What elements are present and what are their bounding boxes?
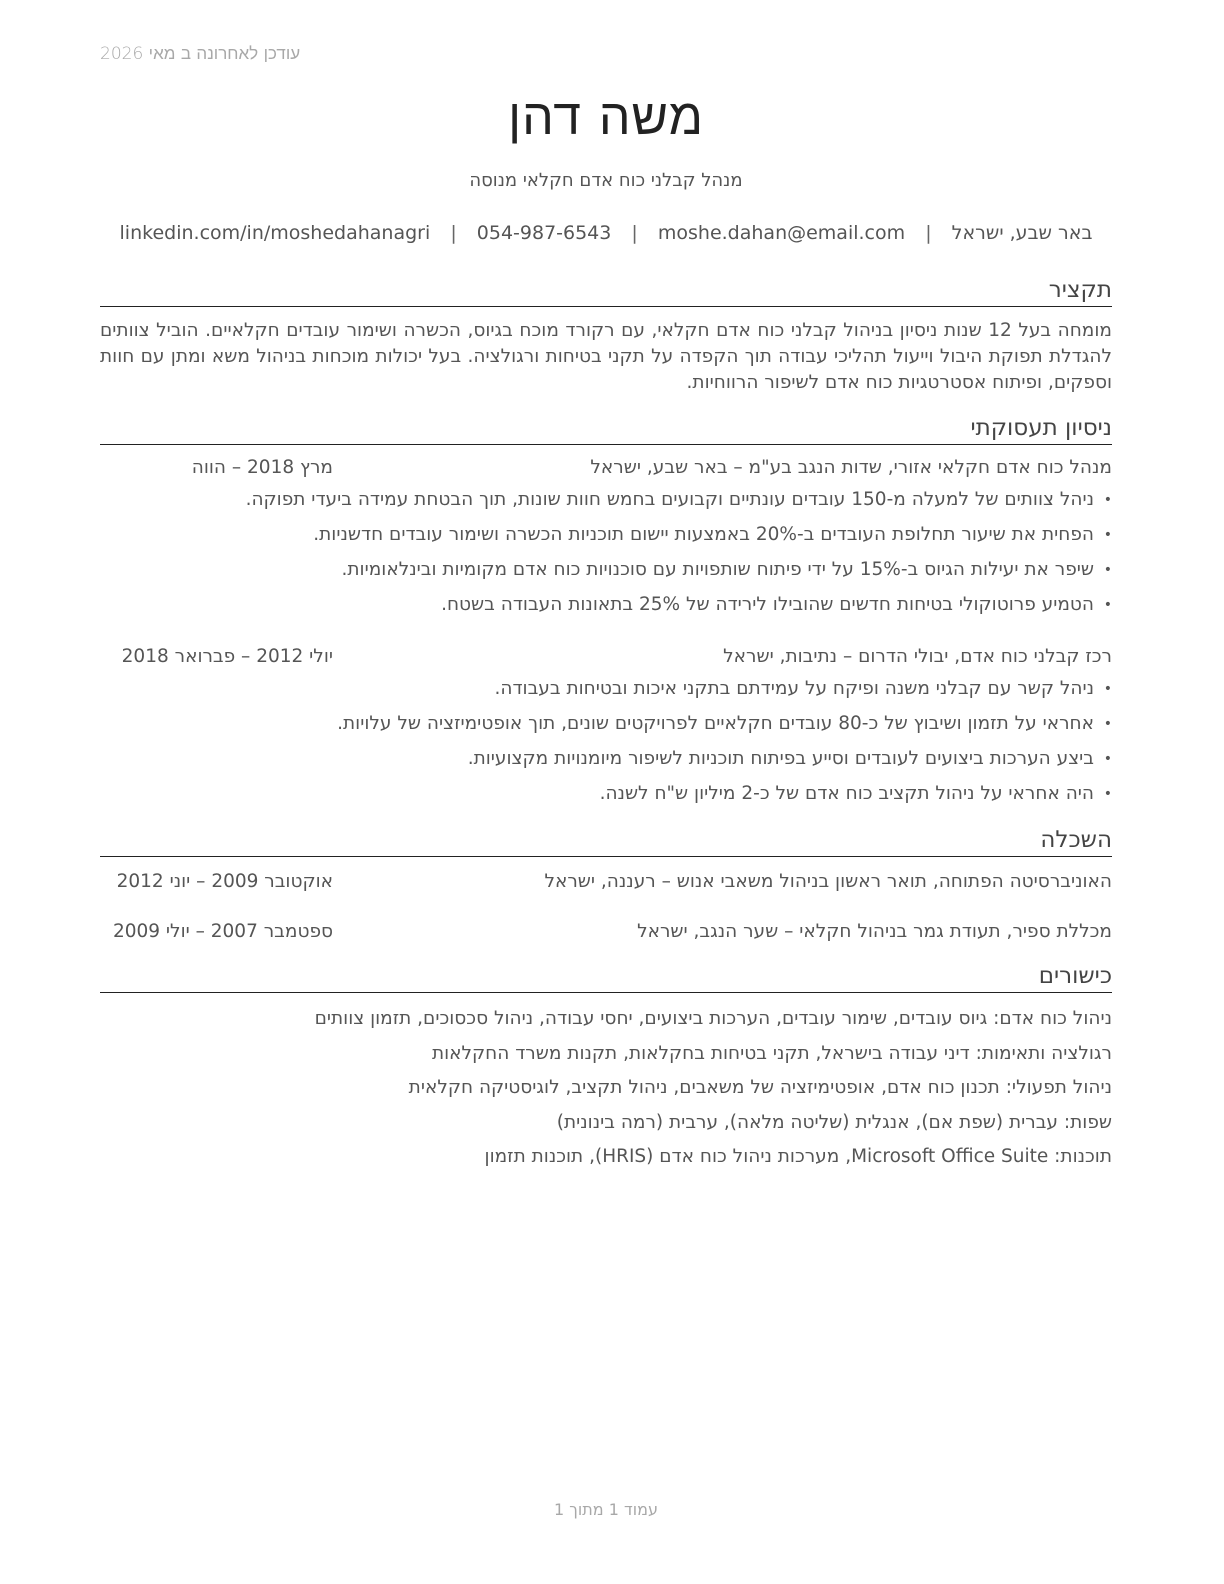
section-heading-summary: תקציר <box>100 276 1112 307</box>
contact-separator: | <box>450 222 457 244</box>
education-item <box>100 871 1112 897</box>
skill-line: שפות: עברית (שפת אם), אנגלית (שליטה מלאה), ערבית (רמה בינונית) <box>556 1111 1112 1133</box>
resume-page <box>100 0 1112 1584</box>
education-item <box>100 921 1112 947</box>
job-header <box>100 646 1112 672</box>
job-dates: מרץ 2018 – הווה <box>191 457 333 478</box>
job-bullet: • ניהל צוותים של למעלה מ-150 עובדים עונתיים וקבועים בחמש חוות שונות, תוך הבטחת עמידה ביעדי תפוקה. <box>100 487 1112 522</box>
job-role: מנהל כוח אדם חקלאי אזורי, שדות הנגב בע"מ – באר שבע, ישראל <box>590 457 1112 478</box>
job-bullet: • אחראי על תזמון ושיבוץ של כ-80 עובדים חקלאיים לפרויקטים שונים, תוך אופטימיזציה של עלויות. <box>100 711 1112 746</box>
last-updated: עודכן לאחרונה ב מאי 2026 <box>100 44 301 64</box>
job-bullet: • הטמיע פרוטוקולי בטיחות חדשים שהובילו לירידה של 25% בתאונות העבודה בשטח. <box>100 592 1112 627</box>
education-school: האוניברסיטה הפתוחה, תואר ראשון בניהול משאבי אנוש – רעננה, ישראל <box>544 871 1112 892</box>
contact-email[interactable]: moshe.dahan@email.com <box>657 222 906 244</box>
section-heading-education: השכלה <box>100 826 1112 857</box>
contact-line <box>100 222 1112 244</box>
summary-text: מומחה בעל 12 שנות ניסיון בניהול קבלני כוח אדם חקלאי, עם רקורד מוכח בגיוס, הכשרה ושימור עובדים חקלאיים. הוביל צוותים להגדלת תפוקת היבול וייעול תהליכי עבודה תוך הקפדה על תקני בטיחות ורגולציה. בעל יכולות מוכחות בניהול משא ומתן עם חוות וספקים, ופיתוח אסטרטגיות כוח אדם לשיפור הרווחיות. <box>100 320 1112 393</box>
skill-line: תוכנות: Microsoft Office Suite, מערכות ניהול כוח אדם (HRIS), תוכנות תזמון <box>484 1146 1112 1167</box>
contact-location: באר שבע, ישראל <box>951 222 1093 244</box>
job-bullet: • ביצע הערכות ביצועים לעובדים וסייע בפיתוח תוכניות לשיפור מיומנויות מקצועיות. <box>100 746 1112 781</box>
contact-separator: | <box>925 222 932 244</box>
candidate-name: משה דהן <box>508 88 704 146</box>
contact-separator: | <box>631 222 638 244</box>
job-bullets <box>100 676 1112 816</box>
section-heading-skills: כישורים <box>100 962 1112 993</box>
section-heading-experience: ניסיון תעסוקתי <box>100 414 1112 445</box>
contact-phone[interactable]: 054-987-6543 <box>476 222 612 244</box>
page-number: עמוד 1 מתוך 1 <box>554 1500 658 1519</box>
skill-line: ניהול כוח אדם: גיוס עובדים, שימור עובדים, הערכות ביצועים, יחסי עבודה, ניהול סכסוכים, תזמון צוותים <box>314 1008 1112 1029</box>
candidate-title: מנהל קבלני כוח אדם חקלאי מנוסה <box>469 170 743 191</box>
education-dates: אוקטובר 2009 – יוני 2012 <box>116 871 333 892</box>
job-bullets <box>100 487 1112 627</box>
job-role: רכז קבלני כוח אדם, יבולי הדרום – נתיבות, ישראל <box>723 646 1112 667</box>
job-bullet: • שיפר את יעילות הגיוס ב-15% על ידי פיתוח שותפויות עם סוכנויות כוח אדם מקומיות ובינלאומיות. <box>100 557 1112 592</box>
job-header <box>100 457 1112 483</box>
job-bullet: • היה אחראי על ניהול תקציב כוח אדם של כ-2 מיליון ש"ח לשנה. <box>100 781 1112 816</box>
skill-line: רגולציה ותאימות: דיני עבודה בישראל, תקני בטיחות בחקלאות, תקנות משרד החקלאות <box>431 1042 1112 1064</box>
contact-linkedin[interactable]: linkedin.com/in/moshedahanagri <box>119 222 431 244</box>
education-dates: ספטמבר 2007 – יולי 2009 <box>112 921 333 942</box>
skills-list <box>100 1006 1112 1179</box>
job-bullet: • הפחית את שיעור תחלופת העובדים ב-20% באמצעות יישום תוכניות הכשרה ושימור עובדים חדשניות. <box>100 522 1112 557</box>
education-school: מכללת ספיר, תעודת גמר בניהול חקלאי – שער הנגב, ישראל <box>637 921 1112 942</box>
job-dates: יולי 2012 – פברואר 2018 <box>121 646 333 667</box>
skill-line: ניהול תפעולי: תכנון כוח אדם, אופטימיזציה של משאבים, ניהול תקציב, לוגיסטיקה חקלאית <box>408 1077 1112 1098</box>
job-bullet: • ניהל קשר עם קבלני משנה ופיקח על עמידתם בתקני איכות ובטיחות בעבודה. <box>100 676 1112 711</box>
